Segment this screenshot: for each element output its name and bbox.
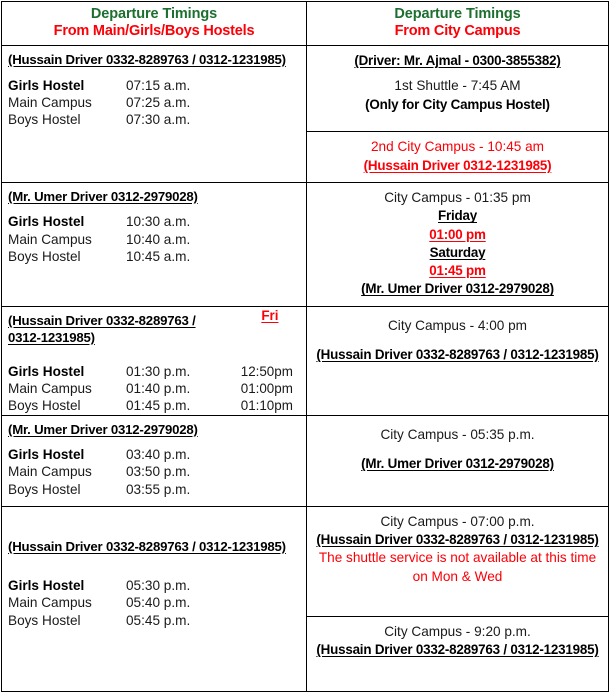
- stop-time-main: 10:40 a.m.: [126, 231, 191, 247]
- friday-times-cell: [234, 358, 306, 415]
- stop-label-boys: Boys Hostel: [8, 249, 81, 265]
- departure-time: City Campus - 9:20 p.m.: [384, 623, 531, 639]
- stop-time-main: 05:40 p.m.: [126, 595, 191, 611]
- list-item: [8, 363, 228, 380]
- stop-label-main: Main Campus: [8, 231, 92, 247]
- schedule-list: [2, 577, 306, 629]
- friday-header-cell: [234, 307, 306, 358]
- friday-time: 01:00 pm: [429, 226, 486, 242]
- schedule-list: [2, 446, 306, 498]
- stop-time-girls: 03:40 p.m.: [126, 447, 191, 463]
- table-row: [2, 306, 609, 415]
- stop-time-main: 03:50 p.m.: [126, 464, 191, 480]
- friday-time-main: 01:00pm: [240, 380, 293, 396]
- departure-time: City Campus - 07:00 p.m.: [380, 513, 535, 529]
- header-cell-city-campus: [307, 2, 609, 46]
- list-item: [8, 446, 300, 463]
- stop-time-girls: 10:30 a.m.: [126, 214, 191, 230]
- departure-block: [307, 46, 608, 131]
- stop-time-girls: 01:30 p.m.: [126, 363, 191, 379]
- friday-time-boys: 01:10pm: [240, 397, 293, 413]
- driver-info: (Hussain Driver 0332-8289763 / 0312-1231985): [316, 532, 599, 548]
- saturday-label: Saturday: [429, 244, 486, 260]
- saturday-time: 01:45 pm: [429, 263, 486, 279]
- stop-label-girls: Girls Hostel: [8, 214, 85, 230]
- right-cell-trip-5: [307, 506, 609, 691]
- schedule-list: [2, 77, 306, 129]
- driver-info: (Mr. Umer Driver 0312-2979028): [8, 188, 198, 204]
- table-row: [2, 415, 609, 506]
- left-cell-trip-4: [2, 415, 307, 506]
- driver-info: (Hussain Driver 0332-8289763 / 0312-1231985): [316, 346, 599, 362]
- header-subtitle-right: From City Campus: [394, 23, 521, 40]
- departure-time: City Campus - 05:35 p.m.: [380, 426, 535, 442]
- driver-info: (Hussain Driver 0332-8289763 / 0312-1231985): [316, 642, 599, 658]
- list-item: [8, 577, 300, 594]
- stop-time-girls: 07:15 a.m.: [126, 77, 191, 93]
- right-cell-trip-2: [307, 182, 609, 306]
- list-item: [8, 77, 300, 94]
- schedule-list: [2, 363, 234, 415]
- driver-info: (Driver: Mr. Ajmal - 0300-3855382): [354, 53, 561, 69]
- stop-label-boys: Boys Hostel: [8, 398, 81, 414]
- stop-time-boys: 03:55 p.m.: [126, 481, 191, 497]
- list-item: [8, 380, 228, 397]
- shuttle-note: (Only for City Campus Hostel): [365, 96, 550, 112]
- driver-info: (Mr. Umer Driver 0312-2979028): [361, 281, 554, 297]
- header-title-right: Departure Timings: [394, 6, 521, 22]
- spacer: [2, 512, 306, 538]
- stop-label-girls: Girls Hostel: [8, 578, 85, 594]
- driver-info: (Hussain Driver 0332-8289763 / 0312-1231985): [8, 52, 286, 68]
- stop-time-girls: 05:30 p.m.: [126, 578, 191, 594]
- table-row: [2, 46, 609, 183]
- table-row: [2, 506, 609, 691]
- friday-header-row: [2, 307, 306, 358]
- friday-body-row: [2, 358, 306, 415]
- stop-label-main: Main Campus: [8, 464, 92, 480]
- list-item: [8, 397, 228, 414]
- table-row: [2, 182, 609, 306]
- shuttle-time: 1st Shuttle - 7:45 AM: [394, 78, 521, 94]
- list-item: [8, 94, 300, 111]
- list-item: [8, 248, 300, 265]
- stop-label-boys: Boys Hostel: [8, 612, 81, 628]
- stop-label-girls: Girls Hostel: [8, 77, 85, 93]
- stop-time-boys: 01:45 p.m.: [126, 398, 191, 414]
- stop-label-main: Main Campus: [8, 380, 92, 396]
- stop-time-boys: 07:30 a.m.: [126, 112, 191, 128]
- list-item: [8, 231, 300, 248]
- driver-info: (Hussain Driver 0332-8289763 / 0312-1231985): [8, 538, 286, 554]
- departure-time: City Campus - 4:00 pm: [387, 317, 527, 333]
- driver-info: (Mr. Umer Driver 0312-2979028): [8, 421, 198, 437]
- departure-block: [307, 416, 608, 481]
- stop-label-boys: Boys Hostel: [8, 112, 81, 128]
- header-subtitle-left: From Main/Girls/Boys Hostels: [53, 23, 255, 40]
- driver-cell: [2, 307, 234, 358]
- departure-block: [307, 131, 608, 182]
- list-item: [8, 111, 300, 128]
- stop-label-girls: Girls Hostel: [8, 447, 85, 463]
- left-cell-trip-5: [2, 506, 307, 691]
- spacer: [312, 335, 603, 346]
- departure-block: [307, 507, 608, 616]
- stop-label-main: Main Campus: [8, 595, 92, 611]
- stop-label-main: Main Campus: [8, 95, 92, 111]
- header-cell-hostels: [2, 2, 307, 46]
- driver-info: (Mr. Umer Driver 0312-2979028): [361, 456, 554, 472]
- stop-time-boys: 05:45 p.m.: [126, 612, 191, 628]
- departure-block: [307, 307, 608, 372]
- table-header-row: [2, 2, 609, 46]
- left-cell-trip-3: [2, 306, 307, 415]
- left-cell-trip-2: [2, 182, 307, 306]
- list-item: [8, 463, 300, 480]
- left-cell-trip-1: [2, 46, 307, 183]
- header-title-left: Departure Timings: [90, 6, 218, 22]
- right-cell-trip-3: [307, 306, 609, 415]
- driver-info: (Hussain Driver 0332-8289763 / 0312-1231985): [8, 312, 196, 345]
- stop-label-girls: Girls Hostel: [8, 363, 85, 379]
- stop-time-main: 07:25 a.m.: [126, 95, 191, 111]
- driver-info: (Hussain Driver 0312-1231985): [363, 157, 552, 173]
- schedule-list: [2, 213, 306, 265]
- stop-time-boys: 10:45 a.m.: [126, 249, 191, 265]
- departure-block: [307, 616, 608, 667]
- list-item: [8, 481, 300, 498]
- spacer: [312, 70, 603, 77]
- right-cell-trip-1: [307, 46, 609, 183]
- spacer: [312, 444, 603, 455]
- shuttle-timetable: [0, 1, 609, 676]
- friday-time-girls: 12:50pm: [240, 363, 293, 379]
- friday-label: Fri: [261, 307, 279, 323]
- stop-label-boys: Boys Hostel: [8, 481, 81, 497]
- departure-block: [307, 183, 608, 306]
- friday-label: Friday: [438, 208, 477, 224]
- departure-time: City Campus - 01:35 pm: [384, 189, 531, 205]
- stop-time-main: 01:40 p.m.: [126, 380, 191, 396]
- timetable: [1, 1, 609, 692]
- right-cell-trip-4: [307, 415, 609, 506]
- service-warning: The shuttle service is not available at this time on Mon & Wed: [318, 550, 597, 584]
- list-item: [8, 594, 300, 611]
- friday-split-table: [2, 307, 306, 415]
- list-item: [8, 612, 300, 629]
- schedule-cell: [2, 358, 234, 415]
- departure-time: 2nd City Campus - 10:45 am: [370, 139, 545, 155]
- list-item: [8, 213, 300, 230]
